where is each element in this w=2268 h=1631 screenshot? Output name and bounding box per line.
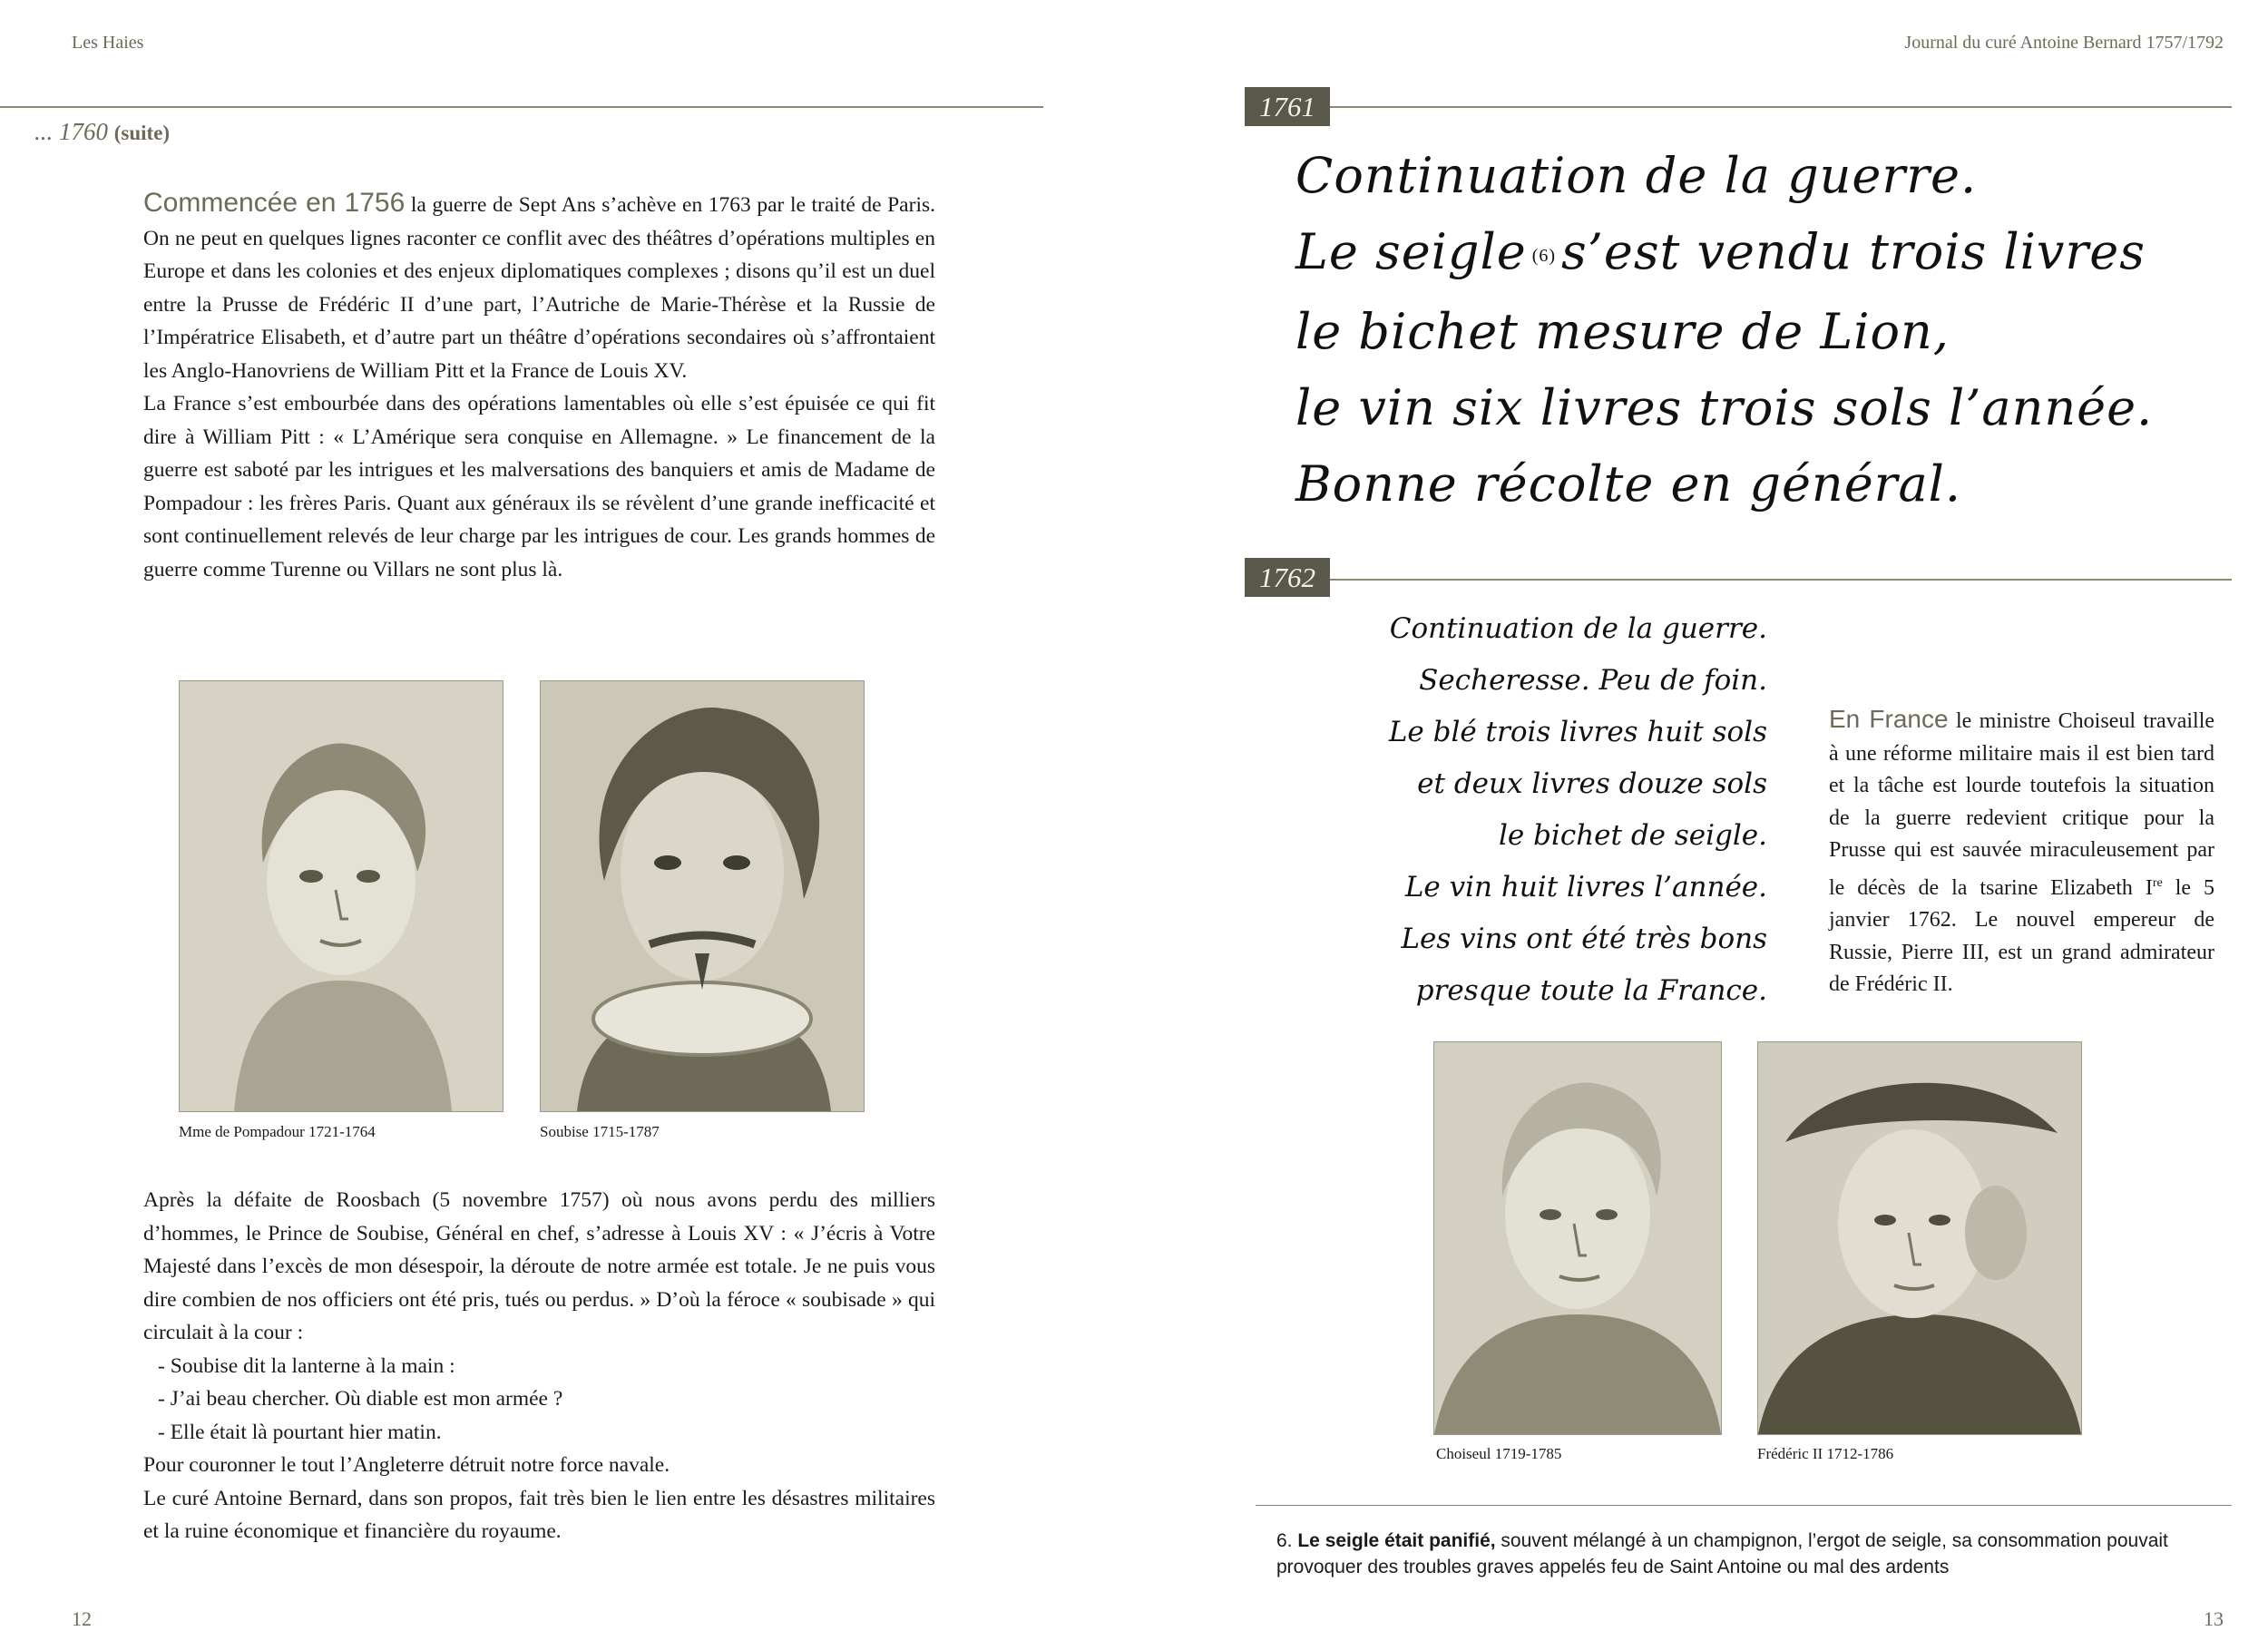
running-head-left: Les Haies	[72, 33, 144, 53]
portrait-pompadour	[179, 680, 503, 1112]
portrait-choiseul	[1433, 1041, 1722, 1435]
sidebar-en-france	[1829, 703, 2214, 1001]
section-rule-1762	[1245, 579, 2232, 581]
sidebar-text-1: le ministre Choiseul travaille à une réforme militaire mais il est bien tard et la tâche est lourde toutefois la situation de la guerre redevient critique pour la Prusse qui est sauvée miraculeusement par le décès de la tsarine Elizabeth I	[1829, 709, 2215, 900]
entry-1762-line-1: Continuation de la guerre.	[1389, 612, 1767, 645]
intro-paragraph-1: la guerre de Sept Ans s’achève en 1763 par le traité de Paris. On ne peut en quelques lignes raconter ce conflit avec des théâtres d’opérations multiples en Europe et dans les colonies et des enjeux diplomatiques complexes ; disons qu’il est un duel entre la Prusse de Frédéric II d’une part, l’Autriche de Marie-Thérèse et la Russie de l’Impératrice Elisabeth, et d’autre part un théâtre d’opérations secondaires où s’affrontaient les Anglo-Hanovriens de William Pitt et la France de Louis XV.	[143, 193, 935, 383]
entry-1762-line-3: Le blé trois livres huit sols	[1388, 716, 1767, 748]
sidebar-lead: En France	[1829, 705, 1949, 733]
caption-frederic: Frédéric II 1712-1786	[1757, 1445, 1894, 1462]
intro-lead: Commencée en 1756	[143, 188, 406, 218]
after-text	[143, 1184, 935, 1548]
continued-year: ... 1760	[34, 118, 108, 145]
entry-1761-line-4: le vin six livres trois sols l’année.	[1295, 379, 2154, 436]
entry-1762-line-5: le bichet de seigle.	[1498, 819, 1767, 852]
closing-line-2: Le curé Antoine Bernard, dans son propos, fait très bien le lien entre les désastres militaires et la ruine économique et financière du royaume.	[143, 1486, 935, 1543]
dialog-line-1: - Soubise dit la lanterne à la main :	[158, 1353, 455, 1378]
entry-1762-line-7: Les vins ont été très bons	[1401, 923, 1767, 955]
footnote-number: 6.	[1276, 1530, 1293, 1551]
entry-1761-handwriting	[1295, 138, 2248, 523]
entry-1761-line-1: Continuation de la guerre.	[1295, 147, 1978, 204]
entry-1761-line-3: le bichet mesure de Lion,	[1295, 303, 1950, 360]
intro-text	[143, 187, 935, 586]
caption-soubise: Soubise 1715-1787	[540, 1123, 660, 1140]
continued-suffix: (suite)	[113, 122, 171, 144]
sidebar-sup: re	[2152, 875, 2163, 890]
footnote-bold: Le seigle était panifié,	[1297, 1530, 1496, 1551]
year-tab-1762: 1762	[1245, 558, 1330, 597]
footnote-rule	[1256, 1505, 2232, 1506]
year-tab-1761: 1761	[1245, 87, 1330, 126]
page-number-right: 13	[2204, 1607, 2224, 1630]
entry-1762-line-8: presque toute la France.	[1415, 974, 1767, 1007]
dialog-line-2: - J’ai beau chercher. Où diable est mon armée ?	[158, 1387, 563, 1411]
sidebar-text-2: le 5 janvier 1762. Le nouvel empereur de Russie, Pierre III, est un grand admirateur de Frédéric II.	[1829, 875, 2214, 996]
continued-label	[34, 118, 170, 146]
entry-1762-line-2: Secheresse. Peu de foin.	[1419, 664, 1767, 697]
header-rule-right	[1245, 106, 2232, 108]
footnote-ref-6: (6)	[1531, 246, 1557, 266]
running-head-right: Journal du curé Antoine Bernard 1757/1792	[1904, 33, 2224, 53]
caption-choiseul: Choiseul 1719-1785	[1436, 1445, 1562, 1462]
portrait-soubise	[540, 680, 865, 1112]
portrait-frederic	[1757, 1041, 2082, 1435]
entry-1762-line-4: et deux livres douze sols	[1417, 767, 1767, 800]
entry-1762-line-6: Le vin huit livres l’année.	[1404, 871, 1767, 903]
entry-1761-line-2: Le seigle (6) s’est vendu trois livres	[1295, 223, 2146, 280]
header-rule-left	[0, 106, 1043, 108]
page-number-left: 12	[72, 1607, 92, 1630]
footnote-6	[1276, 1528, 2220, 1580]
intro-paragraph-2: La France s’est embourbée dans des opérations lamentables où elle s’est épuisée ce qui fit dire à William Pitt : « L’Amérique sera conquise en Allemagne. » Le financement de la guerre est saboté par les intrigues et les malversations des banquiers et amis de Madame de Pompadour : les frères Paris. Quant aux généraux ils se révèlent d’une grande inefficacité et sont continuellement relevés de leur charge par les intrigues de cour. Les grands hommes de guerre comme Turenne ou Villars ne sont plus là.	[143, 392, 935, 581]
dialog-line-3: - Elle était là pourtant hier matin.	[158, 1420, 442, 1444]
caption-pompadour: Mme de Pompadour 1721-1764	[179, 1123, 376, 1140]
closing-line-1: Pour couronner le tout l’Angleterre détruit notre force navale.	[143, 1453, 670, 1477]
entry-1762-handwriting	[1297, 603, 1767, 1017]
entry-1761-line-5: Bonne récolte en général.	[1295, 455, 1962, 513]
footnote-text: souvent mélangé à un champignon, l’ergot de seigle, sa consommation pouvait provoquer des troubles graves appelés feu de Saint Antoine ou mal des ardents	[1276, 1530, 2168, 1577]
after-paragraph: Après la défaite de Roosbach (5 novembre 1757) où nous avons perdu des milliers d’hommes, le Prince de Soubise, Général en chef, s’adresse à Louis XV : « J’écris à Votre Majesté dans l’excès de mon désespoir, la déroute de notre armée est totale. Je ne puis vous dire combien de nos officiers ont été pris, tués ou perdus. » D’où la féroce « soubisade » qui circulait à la cour :	[143, 1188, 935, 1344]
